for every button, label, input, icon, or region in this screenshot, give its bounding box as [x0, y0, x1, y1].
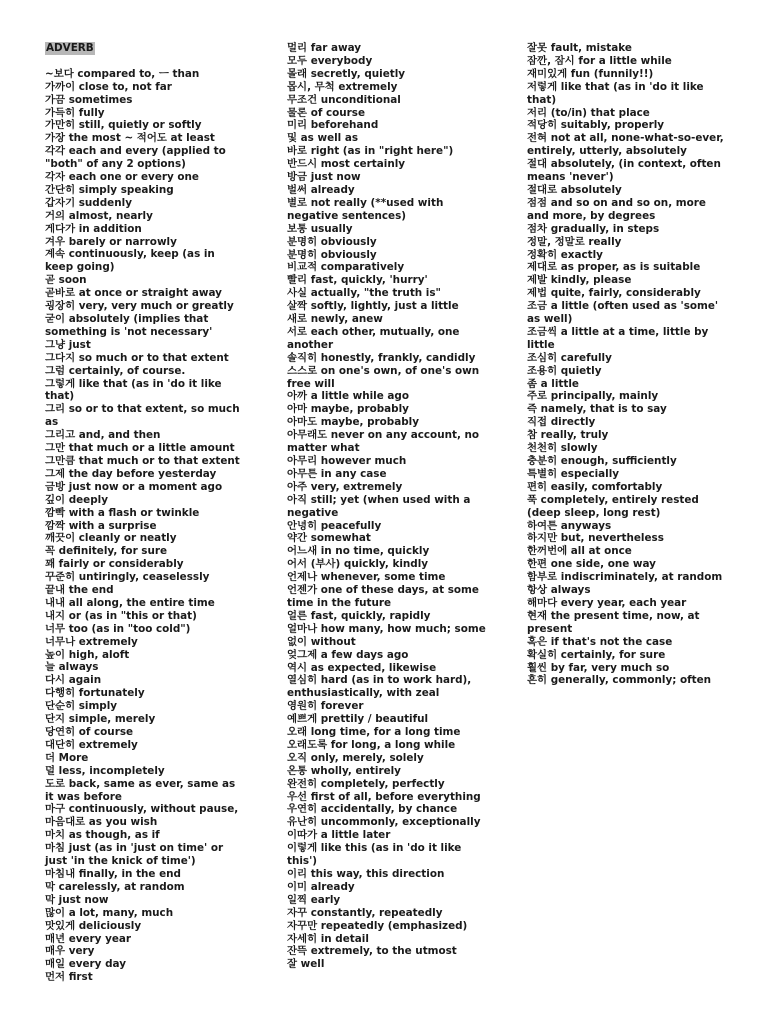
vocab-entry: 조금씩 a little at a time, little by little — [527, 325, 709, 351]
entry-list-1 — [45, 68, 245, 984]
vocab-entry: 우선 first of all, before everything — [287, 790, 481, 803]
vocab-entry: 늘 always — [45, 661, 99, 674]
vocab-entry: 오래도록 for long, a long while — [287, 738, 456, 751]
vocab-entry: 더 More — [45, 751, 89, 764]
vocab-entry: 물론 of course — [287, 106, 366, 119]
vocab-entry: 갑자기 suddenly — [45, 196, 132, 209]
vocab-entry: 무조건 unconditional — [287, 93, 401, 106]
vocab-entry: 간단히 simply speaking — [45, 183, 174, 196]
vocab-entry: 완전히 completely, perfectly — [287, 777, 445, 790]
vocab-entry: 맛있게 deliciously — [45, 919, 142, 932]
vocab-entry: 그만큼 that much or to that extent — [45, 454, 240, 467]
vocab-entry: 몹시, 무척 extremely — [287, 80, 398, 93]
vocab-entry: 열심히 hard (as in to work hard), enthusiastically, with zeal — [287, 674, 472, 700]
vocab-entry: 굳이 absolutely (implies that something is 'not necessary' — [45, 313, 213, 338]
vocab-entry: 곧 soon — [45, 274, 87, 287]
vocab-entry: 가끔 sometimes — [45, 93, 133, 106]
vocab-entry: 꽤 fairly or considerably — [45, 558, 184, 571]
vocab-entry: 가득히 fully — [45, 106, 105, 119]
vocab-entry: 그리 so or to that extent, so much as — [45, 403, 240, 429]
vocab-entry: 절대로 absolutely — [527, 183, 622, 196]
vocab-entry: 정확히 exactly — [527, 248, 603, 261]
vocab-entry: 하여튼 anyways — [527, 519, 612, 532]
vocab-entry: 보통 usually — [287, 222, 353, 235]
vocab-entry: 너무나 extremely — [45, 635, 138, 648]
vocab-entry: 몰래 secretly, quietly — [287, 67, 406, 80]
vocab-entry: 해마다 every year, each year — [527, 596, 687, 609]
vocab-entry: 그제 the day before yesterday — [45, 467, 217, 480]
vocab-entry: 온통 wholly, entirely — [287, 764, 401, 777]
vocab-entry: 멀리 far away — [287, 42, 362, 54]
vocab-entry: 혹은 if that's not the case — [527, 635, 673, 648]
vocab-entry: 금방 just now or a moment ago — [45, 480, 223, 493]
vocab-entry: 끝내 the end — [45, 584, 114, 597]
vocab-entry: 모두 everybody — [287, 54, 373, 67]
vocab-entry: 예쁘게 prettily / beautiful — [287, 713, 429, 726]
vocab-entry: 특별히 especially — [527, 467, 620, 480]
vocab-entry: 약간 somewhat — [287, 532, 371, 545]
vocab-entry: 이미 already — [287, 880, 355, 893]
vocab-entry: 주로 principally, mainly — [527, 390, 659, 403]
vocab-entry: 곧바로 at once or straight away — [45, 287, 222, 300]
entry-list-2 — [287, 42, 487, 971]
vocab-entry: 막 just now — [45, 893, 109, 906]
vocab-entry: 제발 kindly, please — [527, 274, 632, 287]
vocab-entry: 한꺼번에 all at once — [527, 545, 632, 558]
vocab-entry: 서로 each other, mutually, one another — [287, 325, 460, 351]
vocab-entry: 전혀 not at all, none-what-so-ever, entirely, utterly, absolutely — [527, 132, 724, 158]
vocab-entry: 언젠가 one of these days, at some time in the future — [287, 584, 479, 609]
vocab-entry: 없이 without — [287, 635, 356, 648]
vocab-entry: 방금 just now — [287, 171, 361, 184]
vocab-entry: 자꾸만 repeatedly (emphasized) — [287, 919, 468, 932]
vocab-entry: 재미있게 fun (funnily!!) — [527, 67, 654, 80]
vocab-entry: 저렇게 like that (as in 'do it like that) — [527, 80, 704, 106]
vocab-entry: 하지만 but, nevertheless — [527, 532, 664, 545]
vocab-entry: 굉장히 very, very much or greatly — [45, 300, 234, 313]
vocab-entry: 이리 this way, this direction — [287, 868, 445, 880]
vocab-entry: 그냥 just — [45, 338, 91, 351]
vocab-entry: 점차 gradually, in steps — [527, 222, 660, 235]
vocab-entry: 조용히 quietly — [527, 364, 602, 377]
vocab-entry: 편히 easily, comfortably — [527, 480, 663, 493]
vocab-entry: 매일 every day — [45, 958, 126, 971]
vocab-entry: 즉 namely, that is to say — [527, 403, 667, 416]
vocab-entry: 비교적 comparatively — [287, 261, 405, 274]
column-1 — [45, 42, 245, 984]
vocab-entry: 저리 (to/in) that place — [527, 106, 650, 119]
vocab-entry: 계속 continuously, keep (as in keep going) — [45, 248, 215, 274]
vocab-entry: 자꾸 constantly, repeatedly — [287, 906, 443, 919]
vocab-entry: 스스로 on one's own, of one's own free will — [287, 364, 480, 390]
vocab-entry: 우연히 accidentally, by chance — [287, 803, 458, 816]
vocab-entry: 아무튼 in any case — [287, 467, 387, 480]
vocab-entry: 매우 very — [45, 945, 95, 958]
vocab-entry: 매년 every year — [45, 932, 132, 945]
vocab-entry: 현재 the present time, now, at present — [527, 609, 700, 635]
vocab-entry: 아주 very, extremely — [287, 480, 403, 493]
vocab-entry: 및 as well as — [287, 132, 359, 145]
vocab-entry: 잠깐, 잠시 for a little while — [527, 54, 672, 67]
vocab-entry: 반드시 most certainly — [287, 158, 406, 171]
vocab-entry: 확실히 certainly, for sure — [527, 648, 666, 661]
section-heading: ADVERB — [46, 42, 94, 54]
vocab-entry: 직접 directly — [527, 416, 596, 429]
vocab-entry: 참 really, truly — [527, 429, 609, 442]
vocab-entry: 너무 too (as in "too cold") — [45, 622, 191, 635]
vocab-entry: 그럼 certainly, of course. — [45, 364, 186, 377]
vocab-entry: 깊이 deeply — [45, 493, 108, 506]
vocab-entry: 각자 each one or every one — [45, 171, 199, 184]
vocab-entry: 그리고 and, and then — [45, 429, 161, 442]
vocab-entry: 점점 and so on and so on, more and more, by degrees — [527, 196, 706, 222]
vocab-entry: 다시 again — [45, 674, 102, 687]
vocab-entry: 아무리 however much — [287, 455, 407, 467]
vocab-entry: 단지 simple, merely — [45, 713, 156, 726]
vocab-entry: 제법 quite, fairly, considerably — [527, 287, 701, 300]
vocab-entry: 잘 well — [287, 958, 325, 971]
vocab-entry: 별로 not really (**used with negative sentences) — [287, 196, 444, 222]
column-3 — [527, 42, 727, 687]
vocab-entry: 바로 right (as in "right here") — [287, 145, 454, 158]
vocab-entry: 막 carelessly, at random — [45, 880, 185, 893]
vocab-entry: 빨리 fast, quickly, 'hurry' — [287, 274, 428, 287]
vocab-entry: 마침내 finally, in the end — [45, 867, 181, 880]
vocab-entry: 살짝 softly, lightly, just a little — [287, 300, 459, 313]
vocab-entry: 당연히 of course — [45, 726, 134, 739]
vocab-entry: 함부로 indiscriminately, at random — [527, 571, 723, 584]
vocab-entry: 오래 long time, for a long time — [287, 726, 461, 739]
vocab-entry: 새로 newly, anew — [287, 313, 383, 326]
vocab-entry: 먼저 first — [45, 971, 93, 984]
vocab-entry: 이렇게 like this (as in 'do it like this') — [287, 842, 462, 868]
vocab-entry: 높이 high, aloft — [45, 648, 130, 661]
vocab-entry: 도로 back, same as ever, same as it was before — [45, 777, 236, 803]
vocab-entry: 아까 a little while ago — [287, 390, 409, 403]
vocab-entry: 가장 the most ~ 적어도 at least — [45, 132, 215, 145]
vocab-entry: 거의 almost, nearly — [45, 209, 153, 222]
vocab-entry: 제대로 as proper, as is suitable — [527, 261, 701, 274]
vocab-entry: 유난히 uncommonly, exceptionally — [287, 816, 481, 829]
vocab-entry: 아마도 maybe, probably — [287, 416, 419, 429]
vocab-entry: 일찍 early — [287, 893, 341, 906]
vocab-entry: 그다지 so much or to that extent — [45, 351, 229, 364]
vocab-entry: 그만 that much or a little amount — [45, 442, 235, 455]
vocab-entry: 솔직히 honestly, frankly, candidly — [287, 351, 476, 364]
vocab-entry: 꾸준히 untiringly, ceaselessly — [45, 571, 210, 584]
vocab-entry: 가까이 close to, not far — [45, 80, 172, 93]
vocab-entry: 조심히 carefully — [527, 351, 612, 364]
vocab-entry: 벌써 already — [287, 183, 355, 196]
vocab-entry: 마구 continuously, without pause, — [45, 803, 239, 816]
vocab-entry: 각각 each and every (applied to "both" of any 2 options) — [45, 145, 226, 171]
vocab-entry: 조금 a little (often used as 'some' as well) — [527, 300, 719, 326]
vocab-entry: 그렇게 like that (as in 'do it like that) — [45, 377, 222, 403]
entry-list-3 — [527, 42, 727, 687]
vocab-entry: 겨우 barely or narrowly — [45, 235, 177, 248]
vocab-entry: 분명히 obviously — [287, 235, 377, 248]
vocab-entry: ~보다 compared to, ㅡ than — [45, 67, 200, 80]
vocab-entry: 충분히 enough, sufficiently — [527, 455, 677, 467]
vocab-entry: 훨씬 by far, very much so — [527, 661, 670, 674]
vocab-entry: 대단히 extremely — [45, 738, 138, 751]
vocab-entry: 정말, 정말로 really — [527, 235, 622, 248]
vocab-entry: 엊그제 a few days ago — [287, 648, 409, 661]
vocab-entry: 미리 beforehand — [287, 119, 379, 132]
vocab-entry: 아마 maybe, probably — [287, 403, 409, 416]
vocab-entry: 안녕히 peacefully — [287, 519, 382, 532]
vocab-entry: 잔뜩 extremely, to the utmost — [287, 945, 457, 958]
vocab-entry: 오직 only, merely, solely — [287, 751, 424, 764]
vocab-entry: 분명히 obviously — [287, 248, 377, 261]
vocab-entry: 마치 as though, as if — [45, 829, 160, 842]
vocab-entry: 다행히 fortunately — [45, 687, 145, 700]
vocab-entry: 적당히 suitably, properly — [527, 119, 665, 132]
vocab-entry: 내내 all along, the entire time — [45, 596, 215, 609]
vocab-entry: 역시 as expected, likewise — [287, 661, 437, 674]
vocab-entry: 깨끗이 cleanly or neatly — [45, 532, 177, 545]
vocab-entry: 게다가 in addition — [45, 222, 142, 235]
vocab-entry: 항상 always — [527, 584, 591, 597]
vocab-entry: 푹 completely, entirely rested (deep sleep, long rest) — [527, 493, 699, 519]
vocab-entry: 마침 just (as in 'just on time' or just 'in the knick of time') — [45, 842, 224, 868]
vocab-entry: 가만히 still, quietly or softly — [45, 119, 202, 132]
vocab-entry: 많이 a lot, many, much — [45, 906, 174, 919]
vocab-entry: 깜빡 with a flash or twinkle — [45, 506, 200, 519]
column-2 — [287, 42, 487, 971]
vocab-entry: 꼭 definitely, for sure — [45, 545, 168, 558]
vocab-entry: 얼른 fast, quickly, rapidly — [287, 609, 431, 622]
vocab-entry: 깜짝 with a surprise — [45, 519, 157, 532]
vocab-entry: 절대 absolutely, (in context, often means 'never') — [527, 158, 721, 184]
vocab-entry: 마음대로 as you wish — [45, 816, 158, 829]
vocab-entry: 얼마나 how many, how much; some — [287, 622, 486, 635]
vocab-entry: 덜 less, incompletely — [45, 764, 165, 777]
vocab-entry: 흔히 generally, commonly; often — [527, 674, 712, 687]
vocab-entry: 아직 still; yet (when used with a negative — [287, 493, 471, 519]
vocab-entry: 좀 a little — [527, 377, 579, 390]
vocab-entry: 어서 (부사) quickly, kindly — [287, 558, 429, 571]
vocab-entry: 영원히 forever — [287, 700, 364, 713]
vocab-entry: 내지 or (as in "this or that) — [45, 609, 197, 622]
vocab-entry: 언제나 whenever, some time — [287, 571, 446, 584]
vocab-entry: 한편 one side, one way — [527, 558, 656, 571]
vocab-entry: 아무래도 never on any account, no matter what — [287, 429, 480, 455]
vocab-entry: 단순히 simply — [45, 700, 118, 713]
vocab-entry: 이따가 a little later — [287, 829, 391, 842]
vocab-entry: 잘못 fault, mistake — [527, 42, 632, 54]
vocab-entry: 자세히 in detail — [287, 932, 369, 945]
vocab-entry: 어느새 in no time, quickly — [287, 545, 430, 558]
vocab-entry: 사실 actually, "the truth is" — [287, 287, 441, 300]
vocab-entry: 천천히 slowly — [527, 442, 598, 455]
